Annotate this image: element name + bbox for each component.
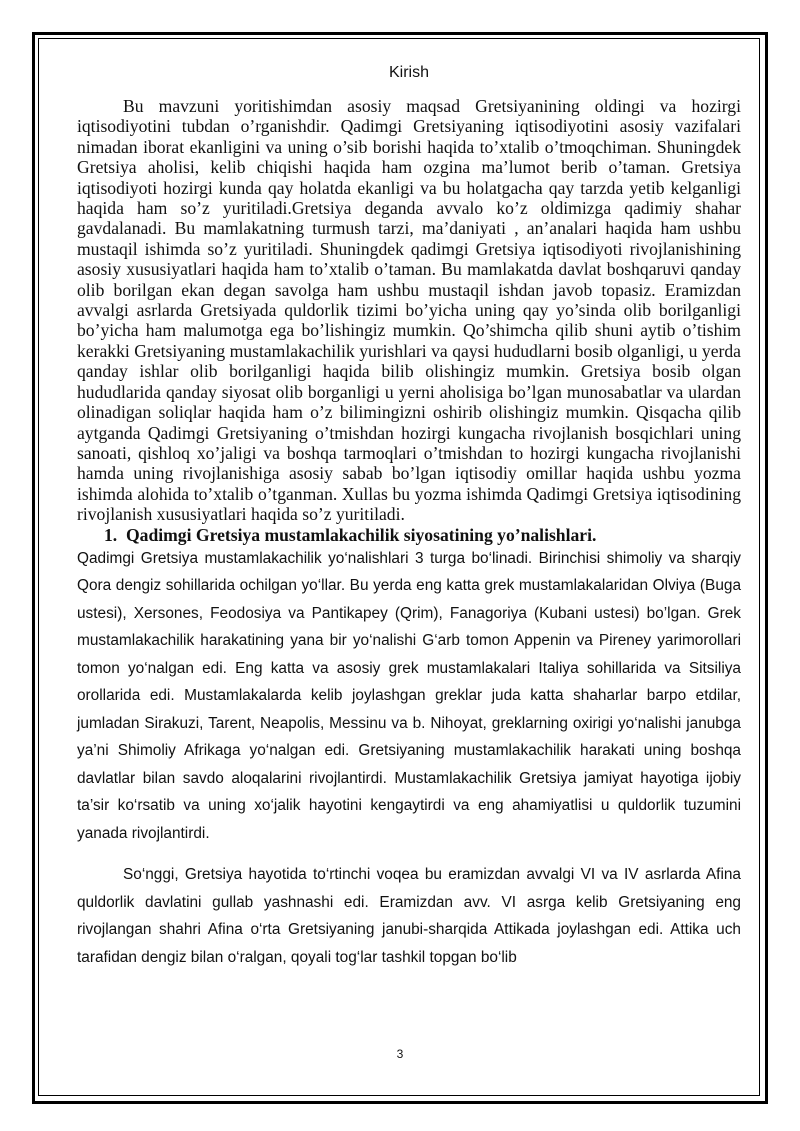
section-paragraph-1: Qadimgi Gretsiya mustamlakachilik yo‘nalishlari 3 turga bo‘linadi. Birinchisi shimoliy va sharqiy Qora dengiz sohillarida ochilgan yo‘llar. Bu yerda eng katta grek mustamlakalaridan Olviya (Buga ustesi), Xersones, Feodosiya va Pantikapey (Qrim), Fanagoriya (Kubani ustesi) bo’lgan. Grek mustamlakachilik harakatining yana bir yo‘nalishi G‘arb tomon Appenin va Pireney yarimorollari tomon yo‘nalgan edi. Eng katta va asosiy grek mustamlakalari Italiya sohillarida va Sitsiliya orollarida edi. Mustamlakalarda kelib joylashgan greklar juda katta shaharlar barpo etdilar, jumladan Sirakuzi, Tarent, Neapolis, Messinu va b. Nihoyat, greklarning oxirigi yo‘nalishi janubga ya’ni Shimoliy Afrikaga yo‘nalgan edi. Gretsiyaning mustamlakachilik harakati uning boshqa davlatlar bilan savdo aloqalarini rivojlantirdi. Mustamlakachilik Gretsiya jamiyat hayotiga ijobiy ta’sir ko‘rsatib va uning xo‘jalik hayotini kengaytirdi va eng ahamiyatlisi u quldorlik tuzumini yanada rivojlantirdi. [77,549,741,842]
section-heading-text: Qadimgi Gretsiya mustamlakachilik siyosatining yo’nalishlari. [126,524,597,545]
section-paragraph-2: So‘nggi, Gretsiya hayotida to‘rtinchi voqea bu eramizdan avvalgi VI va IV asrlarda Afina quldorlik davlatini gullab yashnashi edi. Eramizdan avv. VI asrga kelib Gretsiyaning eng rivojlangan shahri Afina o‘rta Gretsiyaning janubi-sharqida Attikada joylashgan edi. Attika uch tarafidan dengiz bilan o‘ralgan, qoyali tog‘lar tashkil topgan bo‘lib [77,866,741,966]
page-title: Kirish [388,64,429,81]
document-body [77,62,741,971]
section-heading [104,525,741,545]
section-number: 1. [104,524,118,545]
page-number: 3 [396,1047,404,1061]
intro-paragraph: Bu mavzuni yoritishimdan asosiy maqsad Gretsiyanining oldingi va hozirgi iqtisodiyotini tubdan o’rganishdir. Qadimgi Gretsiyaning iqtisodiyotini asosiy vazifalari nimadan iborat ekanligini va uning o’sib borishi haqida to’xtalib o’tmoqchiman. Shuningdek Gretsiya aholisi, kelib chiqishi haqida ham ozgina ma’lumot berib o’taman. Gretsiya iqtisodiyoti hozirgi kunda qay holatda ekanligi va bu holatgacha qay tarzda yetib kelganligi haqida ham so’z yuritiladi.Gretsiya deganda avvalo ko’z oldimizga qadimiy shahar gavdalanadi. Bu mamlakatning turmush tarzi, ma’daniyati , an’analari haqida ham ushbu mustaqil ishimda so’z yuritiladi. Shuningdek qadimgi Gretsiya iqtisodiyoti rivojlanishining asosiy xususiyatlari haqida ham to’xtalib o’taman. Bu mamlakatda davlat boshqaruvi qanday olib borilgan ekan degan savolga ham ushbu mustaqil ishdan javob topasiz. Eramizdan avvalgi asrlarda Gretsiyada quldorlik tizimi bo’yicha uning qay yo’sinda olib borilganligi bo’yicha ham malumotga ega bo’lishingiz mumkin. Qo’shimcha qilib shuni aytib o’tishim kerakki Gretsiyaning mustamlakachilik yurishlari va qaysi hududlarni bosib olganligi, u yerda qanday ishlar olib borilganligi haqida bilib olishingiz mumkin. Gretsiya bosib olgan hududlarida qanday siyosat olib borganligi u yerni aholisiga bo’lgan munosabatlar va ulardan olinadigan soliqlar haqida ham o’z bilimingizni oshirib olishingiz mumkin. Qisqacha qilib aytganda Qadimgi Gretsiyaning o’tmishdan hozirgi kungacha rivojlanish bosqichlari uning sanoati, qishloq xo’jaligi va boshqa tarmoqlari o’tmishdan to hozirgi kungacha rivojlanishi hamda uning rivojlanishiga asosiy sabab bo’lgan iqtisodiy omillar haqida ushbu yozma ishimda alohida to’xtalib o’tganman. Xullas bu yozma ishimda Qadimgi Gretsiya iqtisodining rivojlanish xususiyatlari haqida so’z yuritiladi. [77,96,741,525]
